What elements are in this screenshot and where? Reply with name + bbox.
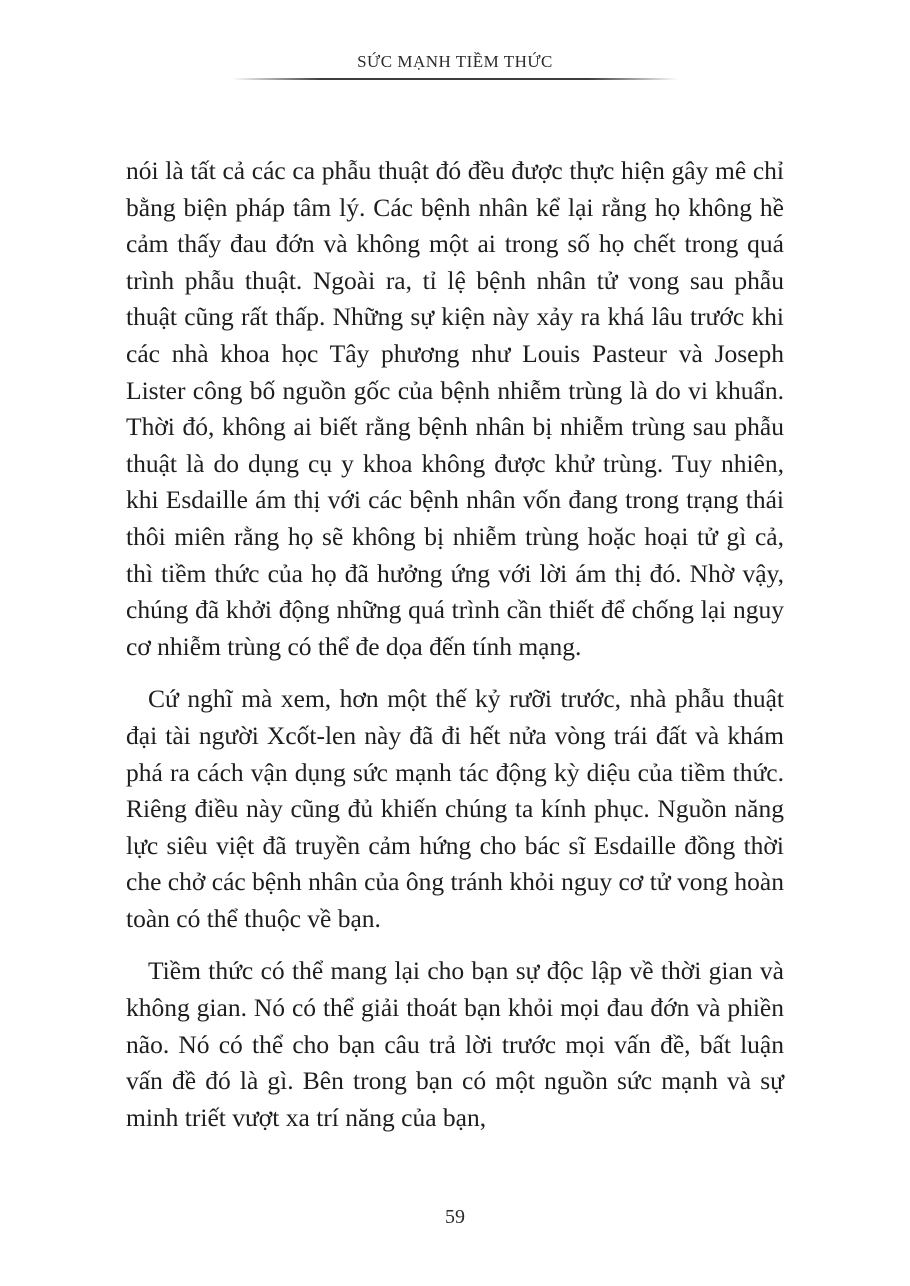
header-rule: [232, 78, 678, 80]
paragraph-3: Tiềm thức có thể mang lại cho bạn sự độc lập về thời gian và không gian. Nó có thể giải thoát bạn khỏi mọi đau đớn và phiền não. Nó có thể cho bạn câu trả lời trước mọi vấn đề, bất luận vấn đề đó là gì. Bên trong bạn có một nguồn sức mạnh và sự minh triết vượt xa trí năng của bạn,: [126, 956, 784, 1132]
paragraph-1: nói là tất cả các ca phẫu thuật đó đều được thực hiện gây mê chỉ bằng biện pháp tâm lý. Các bệnh nhân kể lại rằng họ không hề cảm thấy đau đớn và không một ai trong số họ chết trong quá trình phẫu thuật. Ngoài ra, tỉ lệ bệnh nhân tử vong sau phẫu thuật cũng rất thấp. Những sự kiện này xảy ra khá lâu trước khi các nhà khoa học Tây phương như Louis Pasteur và Joseph Lister công bố nguồn gốc của bệnh nhiễm trùng là do vi khuẩn. Thời đó, không ai biết rằng bệnh nhân bị nhiễm trùng sau phẫu thuật là do dụng cụ y khoa không được khử trùng. Tuy nhiên, khi Esdaille ám thị với các bệnh nhân vốn đang trong trạng thái thôi miên rằng họ sẽ không bị nhiễm trùng hoặc hoại tử gì cả, thì tiềm thức của họ đã hưởng ứng với lời ám thị đó. Nhờ vậy, chúng đã khởi động những quá trình cần thiết để chống lại nguy cơ nhiễm trùng có thể đe dọa đến tính mạng.: [126, 156, 784, 661]
page-body: [126, 153, 784, 1152]
paragraph-2: Cứ nghĩ mà xem, hơn một thế kỷ rưỡi trước, nhà phẫu thuật đại tài người Xcốt-len này đã đi hết nửa vòng trái đất và khám phá ra cách vận dụng sức mạnh tác động kỳ diệu của tiềm thức. Riêng điều này cũng đủ khiến chúng ta kính phục. Nguồn năng lực siêu việt đã truyền cảm hứng cho bác sĩ Esdaille đồng thời che chở các bệnh nhân của ông tránh khỏi nguy cơ tử vong hoàn toàn có thể thuộc về bạn.: [126, 684, 784, 933]
page-number: 59: [445, 1206, 465, 1228]
running-header-title: SỨC MẠNH TIỀM THỨC: [357, 52, 553, 71]
